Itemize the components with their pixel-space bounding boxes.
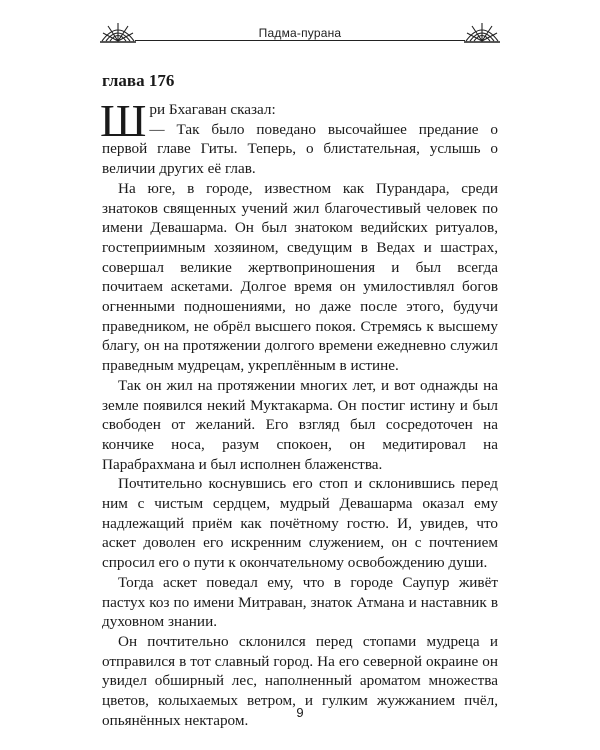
running-head: Падма-пурана <box>258 26 342 40</box>
paragraph-1-text: ри Бхагаван сказал: — Так было поведано высочайшее предание о первой главе Гиты. Теперь, о блистательная, услышь о величии других её глав. <box>102 101 498 178</box>
paragraph-6: Он почтительно склонился перед стопами мудреца и отправился в тот славный город. На его северной окраине он увидел обширный лес, наполненный ароматом множества цветов, колыхаемых ветром, и гулким жужжанием пчёл, опьянённых нектаром. <box>102 632 498 729</box>
chapter-title: глава 176 <box>102 71 175 90</box>
paragraph-5: Тогда аскет поведал ему, что в городе Саупур живёт пастух коз по имени Митраван, знаток Атмана и наставник в духовном знании. <box>102 573 498 631</box>
paragraph-3: Так он жил на протяжении многих лет, и вот однажды на земле появился некий Муктакарма. Он постиг истину и был свободен от желаний. Его взгляд был сосредоточен на кончике носа, разум спокоен, он медитировал на Парабрахмана и был исполнен блаженства. <box>102 376 498 473</box>
drop-cap: Ш <box>100 95 147 146</box>
page-number: 9 <box>296 705 304 720</box>
body-text <box>100 95 498 731</box>
paragraph-2: На юге, в городе, известном как Пурандара, среди знатоков священных учений жил благочестивый человек по имени Девашарма. Он был знатоком ведийских ритуалов, гостеприимным хозяином, сведущим в Ведах и шастрах, совершал великие жертвоприношения и был всегда почитаем аскетами. Долгое время он умилостивлял богов огненными подношениями, но даже после этого, будучи праведником, не обрёл высшего покоя. Стремясь к высшему благу, он на протяжении долгого времени ежедневно служил праведным мудрецам, укреплённым в истине. <box>102 179 498 375</box>
header-rule <box>135 40 465 41</box>
paragraph-1 <box>100 95 498 179</box>
paragraph-4: Почтительно коснувшись его стоп и склонившись перед ним с чистым сердцем, мудрый Девашарма оказал ему надлежащий приём как почётному гостю. И, увидев, что аскет доволен его искренним служением, он с почтением спросил его о пути к окончательному освобождению души. <box>102 475 498 572</box>
